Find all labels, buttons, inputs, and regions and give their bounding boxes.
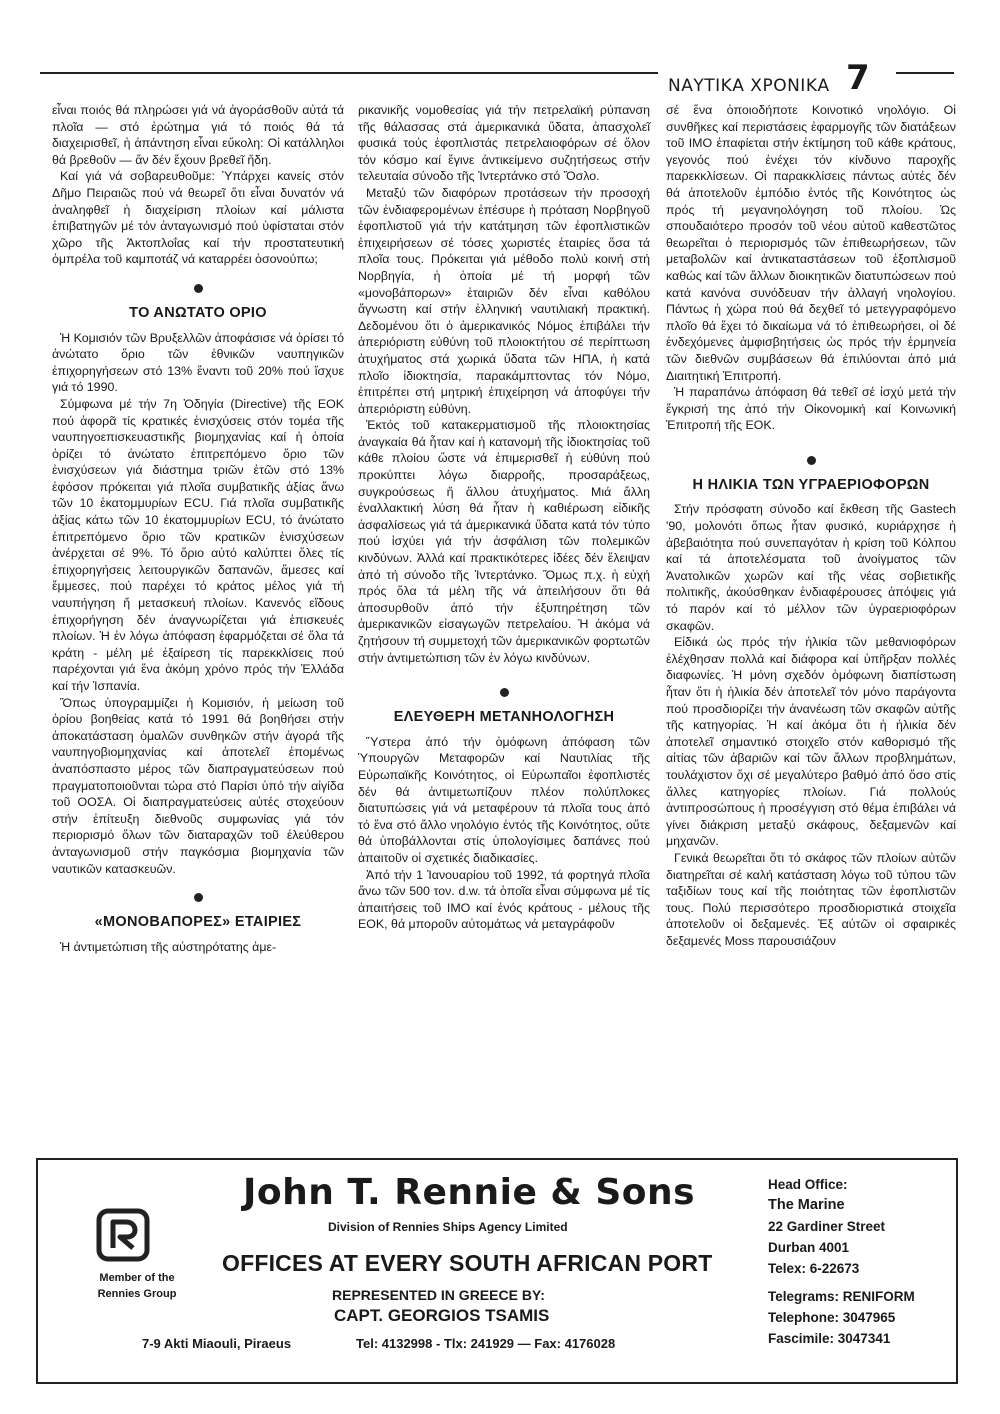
represented-label: REPRESENTED IN GREECE BY: — [332, 1287, 545, 1303]
paragraph: Ἀπό τήν 1 Ἰανουαρίου τοῦ 1992, τά φορτηγά πλοῖα ἄνω τῶν 500 τον. d.w. τά ὁποῖα εἶναι σύμφωνα μέ τίς ἀπαιτήσεις τοῦ IMO καί ἑνός κράτους - μέλους τῆς ΕΟΚ, θά μποροῦν αὐτομάτως νά μεταγράφοῦν — [358, 867, 650, 932]
section-heading-ano-orio: ΤΟ ΑΝΩΤΑΤΟ ΟΡΙΟ — [129, 304, 267, 321]
header-rule-left — [40, 72, 658, 74]
paragraph: Ἡ Κομισιόν τῶν Βρυξελλῶν ἀποφάσισε νά ὁρίσει τό ἀνώτατο ὅριο τῶν ἐθνικῶν ναυπηγικῶν ἐπιχορηγήσεων στό 13% ἔναντι τοῦ 20% πού ἴσχυε γιά τό 1990. — [52, 330, 344, 395]
paragraph: Γενικά θεωρεῖται ὅτι τό σκάφος τῶν πλοίων αὐτῶν διατηρεῖται σέ καλή κατάσταση λόγω τοῦ τύπου τῶν ταξιδίων τους καί τῆς ποιότητας τῶν ἐφοπλιστῶν τους. Πολύ περισσότερο προσδιοριστικά στοιχεῖα ἀποτελοῦν οἱ δεξαμενές. Ἐξ αὐτῶν οἱ σφαιρικές δεξαμενές Moss παρουσιάζουν — [666, 850, 956, 948]
column-1 — [52, 102, 344, 955]
telegrams-line: Telegrams: RENIFORM — [768, 1289, 915, 1304]
paragraph: Μεταξύ τῶν διαφόρων προτάσεων τήν προσοχή τῶν ἐνδιαφερομένων ἐπέσυρε ἡ πρόταση Νορβηγοῦ ἐφοπλιστοῦ γιά τήν κατάτμηση τῶν ἐφοπλιστικῶν ἐπιχειρήσεων σέ τόσες χωριστές ἑταιρίες ὅσα τά πλοῖα τους. Πρόκειται γιά μέθοδο πολύ κοινή στή Νορβηγία, ἡ ὁποία μέ τή μορφή τῶν «μονοβάπορων» ἑταιριῶν δέν εἶναι καθόλου ἄγνωστη καί στήν ἑλληνική ναυτιλιακή πρακτική. Δεδομένου ὅτι ὁ ἀμερικανικός Νόμος ἐπιβάλει τήν ἀπεριόριστη εὐθύνη τοῦ πλοιοκτήτου σέ περίπτωση ἀτυχήματος στά χωρικά ὕδατα τῶν ΗΠΑ, ἡ κατά πλοῖο ἰδιοκτησία, παρακάμπτοντας τόν Νόμο, ἐπιτρέπει στή μητρική ἐπιχείρηση νά ἀποφύγει τήν ἀπεριόριστη εὐθύνη. — [358, 185, 650, 416]
page-number: 7 — [846, 58, 870, 98]
facsimile-line: Fascimile: 3047341 — [768, 1331, 891, 1346]
section-bullet — [807, 456, 816, 465]
paragraph: Εἰδικά ὡς πρός τήν ἡλικία τῶν μεθανιοφόρων ἐλέχθησαν πολλά καί διάφορα καί ὑπῆρξαν πολλές διαφωνίες. Ἡ μόνη σχεδόν ὁμόφωνη διαπίστωση ἦταν ὅτι ἡ ἡλικία δέν ἀποτελεῖ τόν μόνο παράγοντα πού προσδιορίζει τήν ἀνανέωση τῶν σκαφῶν αὐτῆς τῆς κατηγορίας. Ἡ καί ἀκόμα ὅτι ἡ ἡλικία δέν ἀποτελεῖ σημαντικό στοιχεῖο στόν καθορισμό τῆς αἰτίας τῶν ἀβαριῶν καί τῶν ἄλλων προβλημάτων, τουλάχιστον ὄχι σέ μεγαλύτερο βαθμό ἀπό ὅσο στίς ἄλλες κατηγορίες πλοίων. Γιά πολλούς ἀντιπροσώπους ἡ προσέγγιση στό θέμα ἐπιβάλει νά γίνει διάκριση μεταξύ σκάφους, δεξαμενῶν καί μηχανῶν. — [666, 635, 956, 849]
paragraph: σέ ἕνα ὁποιοδήποτε Κοινοτικό νηολόγιο. Οἱ συνθῆκες καί περιστάσεις ἐφαρμογῆς τῶν διατάξεων τοῦ IMO ἐπαφίεται στήν ἐκτίμηση τοῦ κάθε κράτους, γεγονός πού ἐνέχει τόν κίνδυνο παροχῆς παρεκκλίσεων. Οἱ παρακκλίσεις πάντως αὐτές δέν θά ἀποτελοῦν ἐμπόδιο ἐντός τῆς Κοινότητος ὡς πρός τή μεγανηολόγηση τοῦ πλοίου. Ὡς σπουδαιότερο προσόν τοῦ νέου αὐτοῦ καθεστῶτος θεωρεῖται ὁ περιορισμός τῶν ἐπιθεωρήσεων, τῶν μεταβολῶν καί ἀντικαταστάσεων τοῦ ἐξοπλισμοῦ καθώς καί τῶν ἄλλων διοικητικῶν διατυπώσεων πού κατά κανόνα συνόδευαν τήν ἀλλαγή νηολογίου. Πάντως ἡ χώρα πού θά δεχθεῖ τό μετεγγραφόμενο πλοῖο θά ἔχει τό δικαίωμα νά τό ἐπιθεωρήσει, οἱ δέ ἐνδεχόμενες ἀμφισβητήσεις ὡς πρός τήν ἑρμηνεία τῶν διεθνῶν συμβάσεων θά ἐπιλύονται ἀπό μιά Διαιτητική Ἐπιτροπή. — [666, 103, 956, 383]
paragraph: Ὕστερα ἀπό τήν ὁμόφωνη ἀπόφαση τῶν Ὑπουργῶν Μεταφορῶν καί Ναυτιλίας τῆς Εὐρωπαϊκῆς Κοινότητος, οἱ Εὐρωπαῖοι ἐφοπλιστές δέν θά ἀντιμετωπίζουν πλέον πολύπλοκες διατυπώσεις γιά νά μεταφέρουν τά πλοῖα τους ἀπό τό ἕνα στό ἄλλο νηολόγιο ἐντός τῆς Κοινότητος, οὔτε θά ὑποβάλλονται στίς ὑπολογίσιμες δαπάνες πού ἀπαιτοῦν οἱ σχετικές διαδικασίες. — [358, 734, 650, 865]
representative-name: CAPT. GEORGIOS TSAMIS — [334, 1306, 550, 1325]
member-note — [52, 1270, 222, 1302]
publication-title: ΝΑΥΤΙΚΑ ΧΡΟΝΙΚΑ — [668, 76, 830, 96]
greek-contact-numbers: Tel: 4132998 - Tlx: 241929 — Fax: 4176028 — [356, 1336, 616, 1351]
member-line-1: Member of the — [99, 1272, 175, 1284]
head-office-label: Head Office: — [768, 1177, 848, 1192]
paragraph: Ἡ παραπάνω ἀπόφαση θά τεθεῖ σέ ἰσχύ μετά τήν ἔγκρισή της ἀπό τήν Οἰκονομική καί Κοινωνική Ἐπιτροπή τῆς ΕΟΚ. — [666, 385, 956, 433]
head-office-contacts — [768, 1286, 915, 1349]
telephone-line: Telephone: 3047965 — [768, 1310, 896, 1325]
paragraph: Στήν πρόσφατη σύνοδο καί ἔκθεση τῆς Gastech '90, μολονότι ὅπως ἦταν φυσικό, κυριάρχησε ἡ ἀβεβαιότητα πού συνεπαγόταν ἡ κρίση τοῦ Κόλπου καί τά ἀποτελέσματα τοῦ ἀνοίγματος τῶν Ἀνατολικῶν χωρῶν καί τῆς νέας σοβιετικῆς πολιτικῆς, ἀκούσθηκαν ἐνδιαφέρουσες ἀπόψεις γιά τό παρόν καί τό μέλλον τῶν ὑγραεριοφόρων σκαφῶν. — [666, 502, 956, 633]
rennies-logo-icon — [96, 1208, 150, 1262]
column-3 — [666, 102, 956, 950]
paragraph: Καί γιά νά σοβαρευθοῦμε: Ὑπάρχει κανείς στόν Δῆμο Πειραιῶς πού νά θεωρεῖ ὅτι εἶναι δυνατόν νά ἀναληφθεῖ ἡ διαχείριση πλοίων καί μάλιστα ἐπιβατηγῶν μέ τόν ἀνταγωνισμό πού ὑφίσταται στόν χῶρο τῆς Ἀκτοπλοΐας καί τήν προστατευτική ὀμπρέλα τοῦ καμποτάζ νά καταρρέει ὁσονούπω; — [52, 169, 344, 267]
paragraph: εἶναι ποιός θά πληρώσει γιά νά ἀγοράσθοῦν αὐτά τά πλοῖα — στό ἐρώτημα γιά τό ποιός θά τά διαχειρισθεῖ, ἡ ἀπάντηση εἶναι εὔκολη: Οἱ κατάλληλοι θά βρεθοῦν — ἄν δέν ἔχουν βρεθεῖ ἤδη. — [52, 103, 344, 167]
paragraph: Ἡ ἀντιμετώπιση τῆς αὐστηρότατης ἀμε- — [60, 939, 277, 954]
section-bullet — [194, 893, 203, 902]
division-line: Division of Rennies Ships Agency Limited — [328, 1220, 568, 1234]
head-office-city: Durban 4001 — [768, 1240, 850, 1255]
paragraph: Σύμφωνα μέ τήν 7η Ὁδηγία (Directive) τῆς ΕΟΚ πού ἀφορᾶ τίς κρατικές ἐνισχύσεις στόν τομέα τῆς ναυπηγοεπισκευαστικῆς βιομηχανίας καί ἡ ὁποία ὁρίζει τό ἀνώτατο ἐπιτρεπόμενο ὅριο τῶν ἐνισχύσεων γιά διάστημα τριῶν ἐτῶν στό 13% ἐφόσον πρόκειται γιά πλοῖα συμβατικῆς ἀξίας ἄνω τῶν 10 ἑκατομμυρίων ECU. Γιά πλοῖα συμβατικῆς ἀξίας κάτω τῶν 10 ἑκατομμυρίων ECU, τό ἀνώτατο ἐπιτρεπόμενο ὅριο τῶν κρατικῶν ἐνισχύσεων ἀνέρχεται σέ 9%. Τό ὅριο αὐτό καλύπτει ὅλες τίς ἐπιχορηγήσεις λειτουργικῶν δαπανῶν, ἄμεσες καί ἔμμεσες, πού παρέχει τό κράτος μέλος γιά τή ναυπήγηση ἤ μετασκευή πλοίων. Κανενός εἴδους ἐπιχορήγηση δέν ἀναγνωρίζεται γιά ἐπισκευές πλοίων. Ἡ ἐν λόγω ἀπόφαση ἐφαρμόζεται σέ ὅλα τά κράτη - μέλη μέ ἐξαίρεση τίς παρεκκλίσεις πού παρέχονται γιά ἕνα ἀκόμη χρόνο πρός τήν Ἑλλάδα καί τήν Ἱσπανία. — [52, 396, 344, 693]
paragraph: Ἐκτός τοῦ κατακερματισμοῦ τῆς πλοιοκτησίας ἀναγκαία θά ἦταν καί ἡ κατανομή τῆς ἰδιοκτησίας τοῦ κάθε πλοίου ὥστε νά ἐπιμερισθεῖ ἡ εὐθύνη πού προκύπτει λόγω διαρροῆς, προσαράξεως, συγκρούσεως ἤ ἄλλου ἀτυχήματος. Μιά ἄλλη ἐναλλακτική λύση θά ἦταν ἡ καθιέρωση εἰδικῆς ἀσφαλίσεως γιά τά ἀμερικανικά ὕδατα κατά τόν τύπο πού ἰσχύει γιά τήν ἀσφάλιση τῶν πολεμικῶν κινδύνων. Ἀλλά καί πρακτικότερες ἰδέες δέν ἔλειψαν ἀπό τή σύνοδο τῆς Ἰντερτάνκο. Ὅμως π.χ. ἡ εὐχή πρός ὅλα τά μέλη τῆς νά ἀπειλήσουν ὅτι θά ἀποσυρθοῦν ἀπό τήν ἐξυπηρέτηση τῶν ἀμερικανικῶν εἰσαγωγῶν πετρελαίου. Ἡ ἀκόμα νά ζητήσουν τή συμμετοχή τῶν ἀμερικανικῶν φορτωτῶν στήν ἀντιμετώπιση τῶν ἐν λόγω κινδύνων. — [358, 418, 650, 665]
head-office-name: The Marine — [768, 1197, 845, 1213]
head-office-street: 22 Gardiner Street — [768, 1219, 886, 1234]
member-line-2: Rennies Group — [97, 1288, 177, 1300]
section-heading-monovapores: «ΜΟΝΟΒΑΠΟΡΕΣ» ΕΤΑΙΡΙΕΣ — [94, 914, 302, 931]
paragraph: Ὅπως ὑπογραμμίζει ἡ Κομισιόν, ἡ μείωση τοῦ ὁρίου βοηθείας κατά τό 1991 θά βοηθήσει στήν ἀποκατάσταση ὁμαλῶν συνθηκῶν στήν ἀγορά τῆς ναυπηγοβιομηχανίας καί ἀποτελεῖ ἑπομένως ἀναπόσπαστο μέρος τῶν διαπραγματεύσεων πού πραγματοποιοῦνται τώρα στό Παρίσι ὑπό τήν αἰγίδα τοῦ ΟΟΣΑ. Οἱ διαπραγματεύσεις αὐτές στοχεύουν στήν ἐπίτευξη διεθνοῦς συμφωνίας γιά τόν περιορισμό ὅλων τῶν διαταραχῶν τοῦ ἐλεύθερου ἀνταγωνισμοῦ στήν παγκόσμια βιομηχανία τῶν ναυτικῶν κατασκευῶν. — [52, 695, 344, 876]
column-2 — [358, 102, 650, 933]
section-heading-eleutheri-metanhologisi: ΕΛΕΥΘΕΡΗ ΜΕΤΑΝΗΟΛΟΓΗΣΗ — [393, 709, 615, 726]
section-heading-ilikia: Η ΗΛΙΚΙΑ ΤΩΝ ΥΓΡΑΕΡΙΟΦΟΡΩΝ — [692, 476, 930, 493]
head-office-block — [768, 1174, 885, 1279]
section-bullet — [500, 688, 509, 697]
header-rule-right — [896, 72, 954, 74]
paragraph: ρικανικῆς νομοθεσίας γιά τήν πετρελαϊκή ρύπανση τῆς θάλασσας στά ἀμερικανικά ὕδατα, ἀπασχολεῖ φυσικά τούς ἐφοπλιστάς πετρελαιοφόρων σέ ὅλον τόν κόσμο καί ἔγινε ἀντικείμενο συζητήσεως στήν τελευταία σύνοδο τῆς Ἰντερτάνκο στό Ὄσλο. — [358, 103, 650, 184]
company-name: John T. Rennie & Sons — [243, 1172, 696, 1213]
greek-address: 7-9 Akti Miaouli, Piraeus — [142, 1336, 292, 1351]
offices-slogan: OFFICES AT EVERY SOUTH AFRICAN PORT — [222, 1250, 713, 1276]
advertisement-box — [36, 1158, 958, 1384]
section-bullet — [194, 284, 203, 293]
telex-number: Telex: 6-22673 — [768, 1261, 860, 1276]
